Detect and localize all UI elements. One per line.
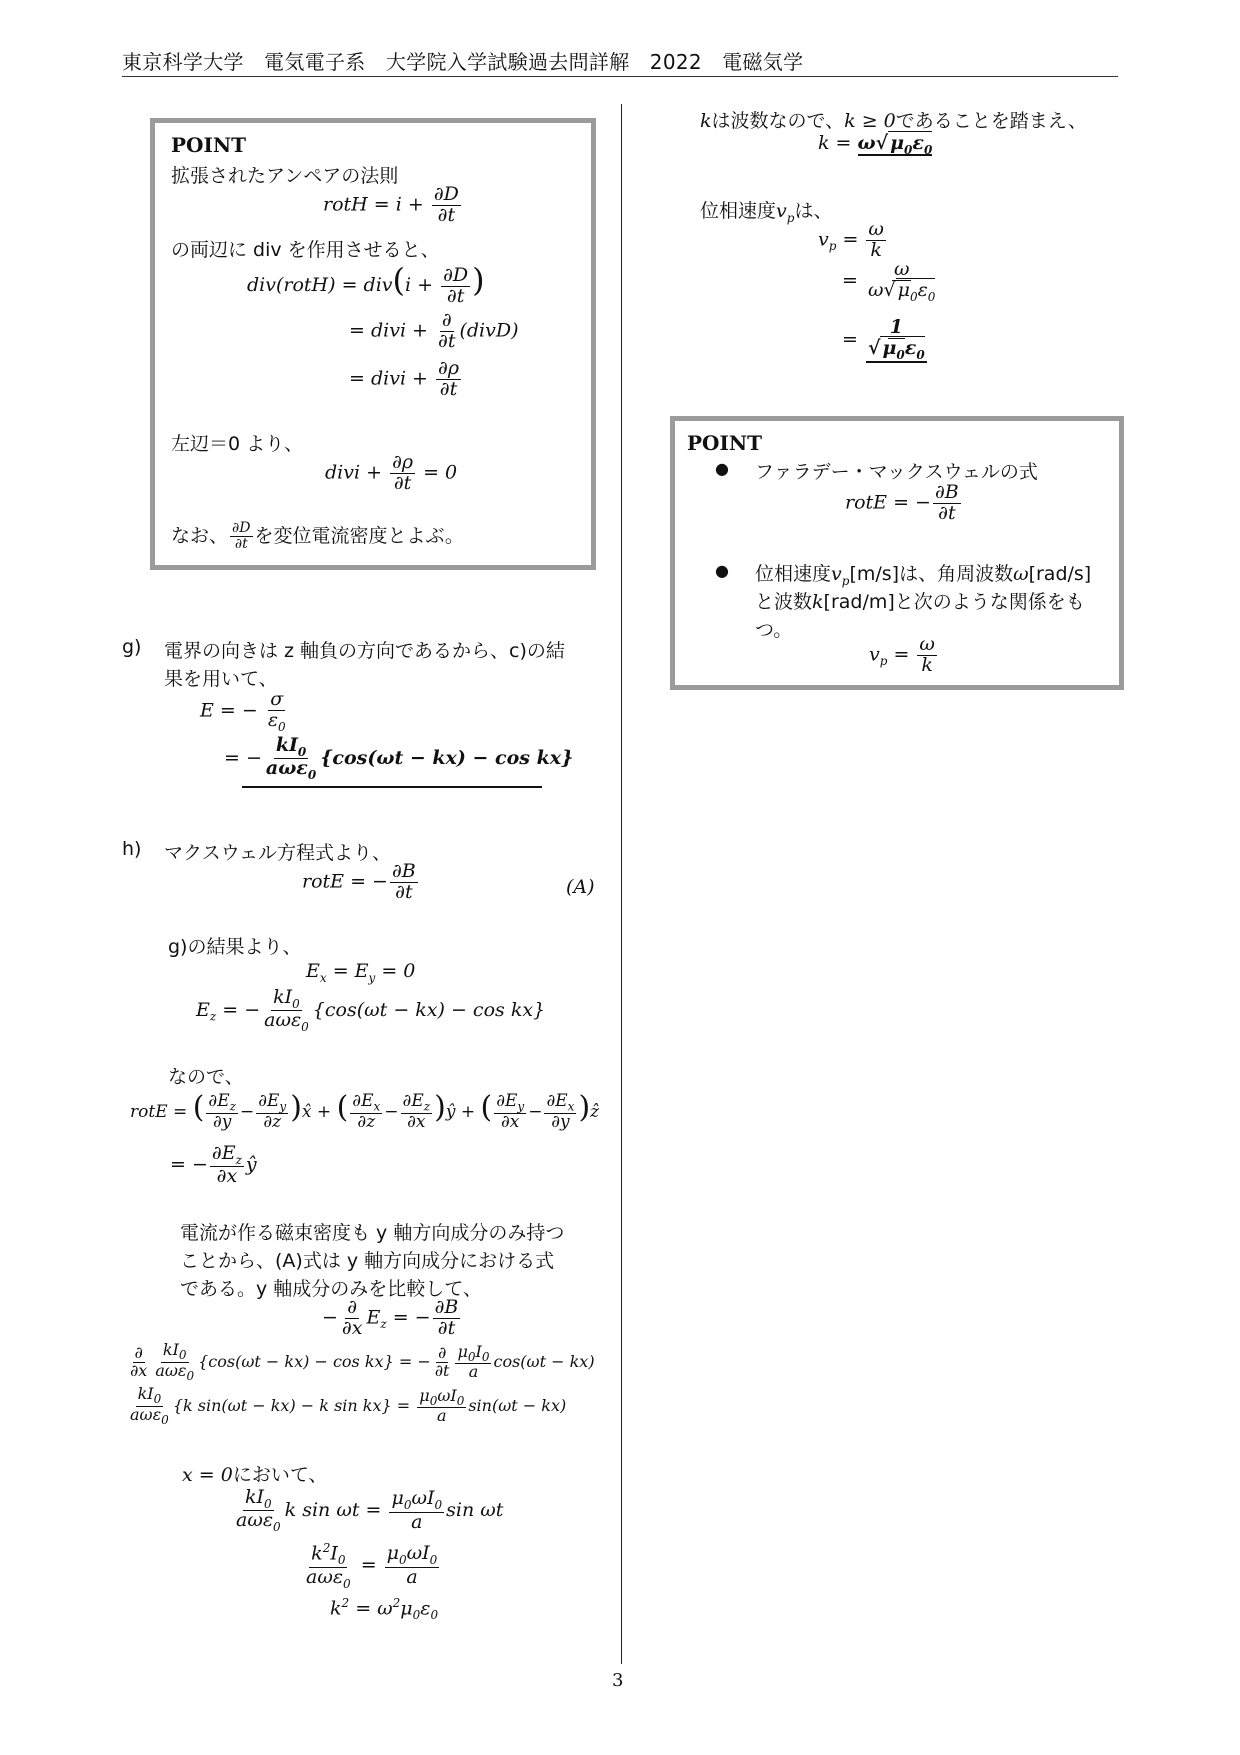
- page-header: 東京科学大学 電気電子系 大学院入学試験過去問詳解 2022 電磁気学: [122, 50, 804, 74]
- x0-eq1: $\frac{kI_0}{a\omega\varepsilon_0}$ k sin ωt = $\frac{\mu_0\omega I_0}{a}$ sin ωt: [236, 1486, 504, 1535]
- right-text2: 位相速度$v_p$は、: [700, 200, 833, 225]
- x0-eq2: $\frac{k^2I_0}{a\omega\varepsilon_0}$ = $\frac{\mu_0\omega I_0}{a}$: [306, 1541, 438, 1591]
- x0-suffix: において、: [232, 1464, 328, 1486]
- derivative-eq1: $\frac{\partial}{\partial x}$ $\frac{kI_0}{a\omega\varepsilon_0}$ {cos(ωt − kx) − cos kx} = − $\frac{\partial}{\partial t}$ $\frac{\mu_0I_0}{a}$ cos(ωt − kx): [130, 1340, 595, 1383]
- ez-eq: $E_z$ = − $\frac{kI_0}{a\omega\varepsilon_0}$ {cos(ωt − kx) − cos kx}: [196, 986, 546, 1035]
- g-eq1: E = − $\frac{\sigma}{\varepsilon_0}$: [200, 688, 286, 734]
- vp-eq2: = $\frac{\omega}{\omega√ \mu_0\varepsilon_0}$: [842, 258, 936, 304]
- continuity-equation: divi + $\frac{\partial\rho}{\partial t}$ = 0: [325, 451, 458, 494]
- right-text1: kは波数なので、k ≥ 0であることを踏まえ、: [700, 110, 1087, 132]
- derivative-eq2: $\frac{kI_0}{a\omega\varepsilon_0}$ {k sin(ωt − kx) − k sin kx} = $\frac{\mu_0\omega I_0}{a}$ sin(ωt − kx): [130, 1384, 567, 1427]
- rotE-full: rotE = ( $\frac{\partial E_z}{\partial y}$ − $\frac{\partial E_y}{\partial z}$ )x̂ + ( $\frac{\partial E_x}{\partial z}$ − $\frac{\partial E_z}{\partial x}$ )ŷ + ( $\frac{\partial E_y}{\partial x}$ − $\frac{\partial E_x}{\partial y}$ )ẑ: [130, 1090, 600, 1133]
- right-text1-b: であることを踏まえ、: [895, 110, 1087, 132]
- bullet2-line1: 位相速度$v_p[m/s]$は、角周波数ω[rad/s]: [755, 563, 1092, 588]
- g-text2: 果を用いて、: [164, 668, 278, 690]
- point-heading-right: POINT: [687, 431, 762, 455]
- point-note: なお、 $\frac{\partial D}{\partial t}$ を変位電流密度とよぶ。: [171, 520, 464, 552]
- column-divider: [621, 104, 622, 1664]
- x0-eq3: $k^2 = \omega^2\mu_0\varepsilon_0$: [330, 1596, 439, 1623]
- h-label: h): [122, 838, 142, 860]
- vp-relation: $v_p$ = $\frac{\omega}{k}$: [869, 633, 935, 676]
- eq-tag-A: (A): [566, 876, 595, 898]
- page-number: 3: [612, 1670, 624, 1691]
- point-apply-text: の両辺に div を作用させると、: [171, 239, 440, 261]
- h-text3: なので、: [168, 1066, 244, 1088]
- x0-text: x = 0において、: [182, 1464, 328, 1486]
- bullet2-line3: つ。: [755, 619, 793, 641]
- y-compare-eq: − $\frac{\partial}{\partial x}$ $E_z$ = − $\frac{\partial B}{\partial t}$: [322, 1296, 459, 1339]
- point-intro: 拡張されたアンペアの法則: [171, 165, 399, 187]
- g-eq2: = − $\frac{kI_0}{a\omega\varepsilon_0}$ {cos(ωt − kx) − cos kx}: [224, 734, 574, 783]
- bullet2-a: 位相速度: [755, 563, 832, 585]
- ex-ey-eq: $E_x = E_y = 0$: [306, 960, 416, 985]
- div-rot-line3: = divi + $\frac{\partial\rho}{\partial t}$: [349, 357, 460, 400]
- g-answer-underline: [242, 786, 542, 788]
- point-heading: POINT: [171, 133, 246, 157]
- bullet2-e: [rad/m]と次のような関係をも: [823, 591, 1085, 613]
- ampere-equation: rotH = i + $\frac{\partial D}{\partial t}$: [323, 183, 459, 226]
- h-text2: g)の結果より、: [168, 936, 302, 958]
- right-text1-a: は波数なので、: [711, 110, 845, 132]
- faraday-eq: rotE = − $\frac{\partial B}{\partial t}$: [845, 481, 959, 524]
- point-box-left: [150, 118, 596, 570]
- k-result: k = ω√ $\mu_0\varepsilon_0$: [818, 132, 933, 157]
- h-para3: である。y 軸成分のみを比較して、: [180, 1278, 482, 1300]
- bullet2-line2: と波数k[rad/m]と次のような関係をも: [755, 591, 1085, 613]
- bullet2-c: [rad/s]: [1028, 563, 1092, 585]
- div-rot-line2: = divi + $\frac{\partial}{\partial t}$ (divD): [349, 309, 519, 352]
- vp-eq1: $v_p$ = $\frac{\omega}{k}$: [818, 218, 884, 261]
- bullet1-text: ファラデー・マックスウェルの式: [755, 461, 1038, 483]
- vp-eq3: = $\frac{1}{√ \mu_0\varepsilon_0}$: [842, 316, 925, 362]
- point-box-right: [670, 416, 1124, 690]
- maxwell-eq: rotE = − $\frac{\partial B}{\partial t}$: [302, 860, 416, 903]
- right-text2-b: は、: [794, 200, 833, 222]
- bullet2-b: [m/s]は、角周波数: [849, 563, 1014, 585]
- right-text2-a: 位相速度: [700, 200, 777, 222]
- h-para1: 電流が作る磁束密度も y 軸方向成分のみ持つ: [180, 1222, 565, 1244]
- h-para2: ことから、(A)式は y 軸方向成分における式: [180, 1250, 555, 1272]
- div-rot-line1: div(rotH) = div(i + $\frac{\partial D}{\partial t}$ ): [247, 261, 485, 307]
- g-label: g): [122, 636, 142, 658]
- bullet-icon: ●: [715, 561, 729, 580]
- bullet2-d: と波数: [755, 591, 813, 613]
- point-left-zero: 左辺＝0 より、: [171, 433, 304, 455]
- note-suffix: を変位電流密度とよぶ。: [254, 525, 464, 547]
- bullet-icon: ●: [715, 459, 729, 478]
- h-text1: マクスウェル方程式より、: [164, 842, 392, 864]
- header-rule: [122, 76, 1118, 77]
- note-prefix: なお、: [171, 525, 229, 547]
- g-text1: 電界の向きは z 軸負の方向であるから、c)の結: [164, 640, 565, 662]
- rotE-result: = − $\frac{\partial E_z}{\partial x}$ ŷ: [170, 1142, 257, 1188]
